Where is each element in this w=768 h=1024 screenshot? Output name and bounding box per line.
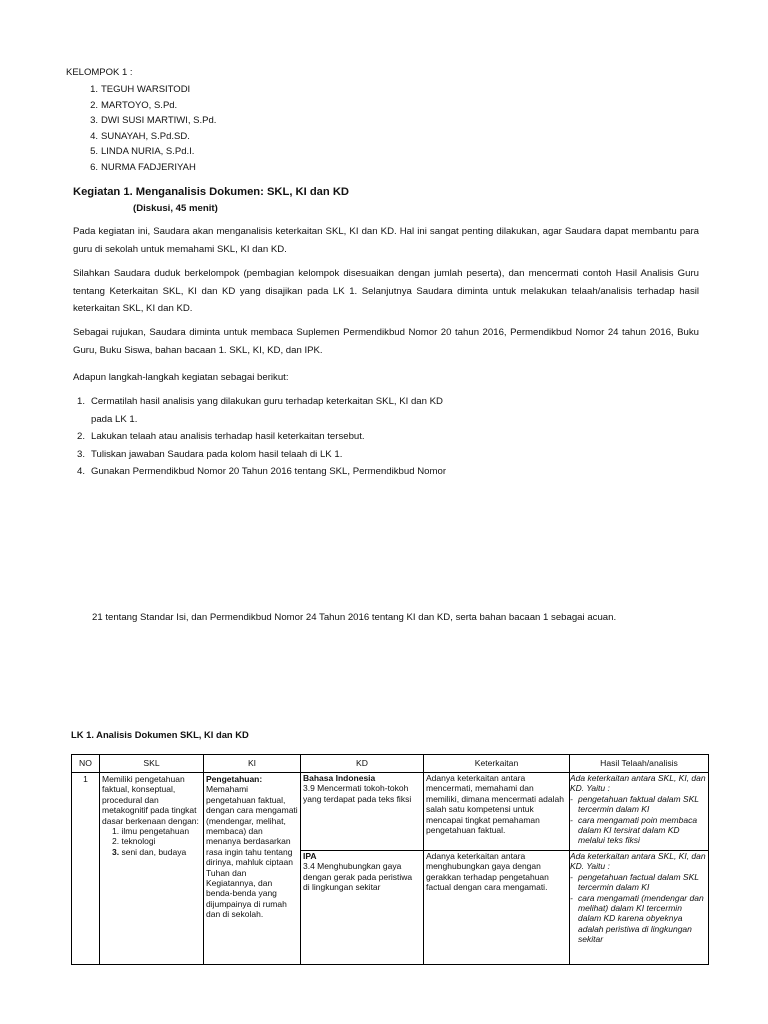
column-header-skl: SKL (100, 755, 204, 773)
list-number: 2. (90, 99, 98, 111)
column-header-ki: KI (204, 755, 301, 773)
list-item (66, 82, 216, 98)
step-continuation: 21 tentang Standar Isi, dan Permendikbud Nomor 24 Tahun 2016 tentang KI dan KD, serta bahan bacaan 1 sebagai acuan. (92, 612, 617, 623)
list-item (102, 836, 201, 846)
list-number: 6. (90, 161, 98, 173)
list-item (102, 826, 201, 836)
list-item (570, 794, 706, 815)
cell-hasil (570, 773, 709, 965)
member-list (66, 82, 216, 175)
list-number: 1. (77, 396, 86, 407)
list-item (73, 463, 713, 481)
cell-kd (301, 773, 424, 965)
table-title: LK 1. Analisis Dokumen SKL, KI dan KD (71, 729, 249, 740)
column-header-kd: KD (301, 755, 424, 773)
hasil-point: pengetahuan faktual dalam SKL tercermin dalam KI (578, 793, 699, 815)
cell-ki (204, 773, 301, 965)
member-name: LINDA NURIA, S.Pd.I. (101, 146, 195, 157)
hasil-intro: Ada keterkaitan antara SKL, KI, dan KD. Yaitu : (570, 851, 706, 872)
list-item (570, 893, 706, 945)
paragraph-intro: Pada kegiatan ini, Saudara akan menganalisis keterkaitan SKL, KI dan KD. Hal ini sangat penting dilakukan, agar Saudara dapat membantu para guru di sekolah untuk memahami SKL, KI dan KD. (73, 226, 699, 255)
list-number: 3. (77, 448, 86, 460)
list-item (73, 393, 713, 428)
activity-subtitle: (Diskusi, 45 menit) (133, 203, 218, 214)
list-number: 1. (112, 826, 120, 837)
kd-text: 3.4 Menghubungkan gaya dengan gerak pada peristiwa di lingkungan sekitar (303, 861, 413, 893)
cell-skl (100, 773, 204, 965)
paragraph-instructions: Silahkan Saudara duduk berkelompok (pembagian kelompok disesuaikan dengan jumlah peserta), dan mencermati contoh Hasil Analisis Guru tentang Keterkaitan SKL, KI dan KD yang disajikan pada LK 1. Selanjutnya Saudara diminta untuk melakukan telaah/analisis terhadap hasil keterkaitan SKL, KI dan KD. (73, 268, 699, 314)
dash-bullet: - (570, 871, 573, 882)
dash-bullet: - (570, 814, 573, 825)
step-text: Gunakan Permendikbud Nomor 20 Tahun 2016 tentang SKL, Permendikbud Nomor (91, 466, 447, 477)
list-item (66, 144, 216, 160)
group-title: KELOMPOK 1 : (66, 67, 133, 78)
cell-no: 1 (72, 773, 100, 965)
table-row (72, 773, 709, 965)
dash-bullet: - (570, 793, 573, 804)
list-number: 4. (77, 466, 86, 477)
skl-text: Memiliki pengetahuan faktual, konseptual, procedural dan metakognitif pada tingkat dasar berkenaan dengan: (102, 774, 199, 826)
member-name: DWI SUSI MARTIWI, S.Pd. (101, 115, 217, 126)
hasil-point: cara mengamati (mendengar dan melihat) dalam KI tercermin dalam KD karena obyeknya adalah peristiwa di lingkungan sekitar (578, 892, 704, 945)
table-header-row (72, 755, 709, 773)
analysis-table (71, 754, 709, 965)
list-number: 3. (90, 115, 98, 126)
list-number: 4. (90, 130, 98, 142)
dash-bullet: - (570, 892, 573, 903)
list-item (66, 160, 216, 176)
hasil-block-2 (570, 851, 706, 947)
paragraph-references: Sebagai rujukan, Saudara diminta untuk membaca Suplemen Permendikbud Nomor 20 tahun 2016, Permendikbud Nomor 24 tahun 2016, Buku Guru, Buku Siswa, bahan bacaan 1. SKL, KI, KD, dan IPK. (73, 327, 699, 356)
list-item (73, 446, 713, 464)
member-name: TEGUH WARSITODI (101, 84, 191, 95)
step-text: Cermatilah hasil analisis yang dilakukan guru terhadap keterkaitan SKL, KI dan KD (91, 396, 443, 407)
keterkaitan-block-2: Adanya keterkaitan antara menghubungkan gaya dengan gerakkan terhadap pengetahuan factual dengan cara mengamati. (426, 851, 549, 893)
column-header-hasil: Hasil Telaah/analisis (570, 755, 709, 773)
step-text: Tuliskan jawaban Saudara pada kolom hasil telaah di LK 1. (91, 448, 343, 460)
skl-item: seni dan, budaya (121, 846, 187, 857)
list-item (66, 113, 216, 129)
paragraph-steps-intro: Adapun langkah-langkah kegiatan sebagai berikut: (73, 372, 289, 383)
list-number: 2. (112, 836, 120, 847)
list-item (73, 428, 713, 446)
list-item (570, 815, 706, 846)
hasil-intro: Ada keterkaitan antara SKL, KI, dan KD. Yaitu : (570, 773, 706, 794)
column-header-keterkaitan: Keterkaitan (424, 755, 570, 773)
kd-block-bahasa (303, 773, 421, 850)
skl-item: ilmu pengetahuan (121, 826, 190, 837)
list-number: 1. (90, 84, 98, 95)
list-item (102, 847, 201, 857)
keterkaitan-block-1: Adanya keterkaitan antara mencermati, memahami dan memiliki, dimana mencermati adalah salah satu kompetensi untuk mencapai tingkat pemahaman pengetahuan faktual. (426, 773, 564, 836)
list-item (570, 872, 706, 893)
list-number: 2. (77, 431, 86, 442)
kd-text: 3.9 Mencermati tokoh-tokoh yang terdapat pada teks fiksi (303, 783, 412, 804)
step-text: Lakukan telaah atau analisis terhadap hasil keterkaitan tersebut. (91, 431, 365, 442)
list-number: 5. (90, 146, 98, 157)
activity-title: Kegiatan 1. Menganalisis Dokumen: SKL, KI dan KD (73, 186, 350, 198)
column-header-no: NO (72, 755, 100, 773)
kd-block-ipa (303, 851, 421, 895)
hasil-point: cara mengamati poin membaca dalam KI tersirat dalam KD melalui teks fiksi (578, 814, 698, 846)
step-text-continued: pada LK 1. (91, 413, 138, 425)
list-item (66, 129, 216, 145)
member-name: MARTOYO, S.Pd. (101, 99, 178, 111)
list-item (66, 98, 216, 114)
steps-list (73, 393, 713, 481)
ki-text: Memahami pengetahuan faktual, dengan cara mengamati (mendengar, melihat, membaca) dan menanya berdasarkan rasa ingin tahu tentang dirinya, mahluk ciptaan Tuhan dan Kegiatannya, dan benda-benda yang dijumpainya di rumah dan di sekolah. (206, 784, 298, 920)
member-name: NURMA FADJERIYAH (101, 161, 196, 173)
cell-keterkaitan (424, 773, 570, 965)
member-name: SUNAYAH, S.Pd.SD. (101, 130, 190, 142)
hasil-point: pengetahuan factual dalam SKL tercermin dalam KI (578, 871, 699, 893)
list-number: 3. (112, 846, 120, 857)
skl-item: teknologi (121, 836, 156, 847)
kd-subject: Bahasa Indonesia (303, 773, 376, 783)
ki-heading: Pengetahuan: (206, 774, 263, 784)
kd-subject: IPA (303, 851, 317, 861)
hasil-block-1 (570, 773, 706, 850)
